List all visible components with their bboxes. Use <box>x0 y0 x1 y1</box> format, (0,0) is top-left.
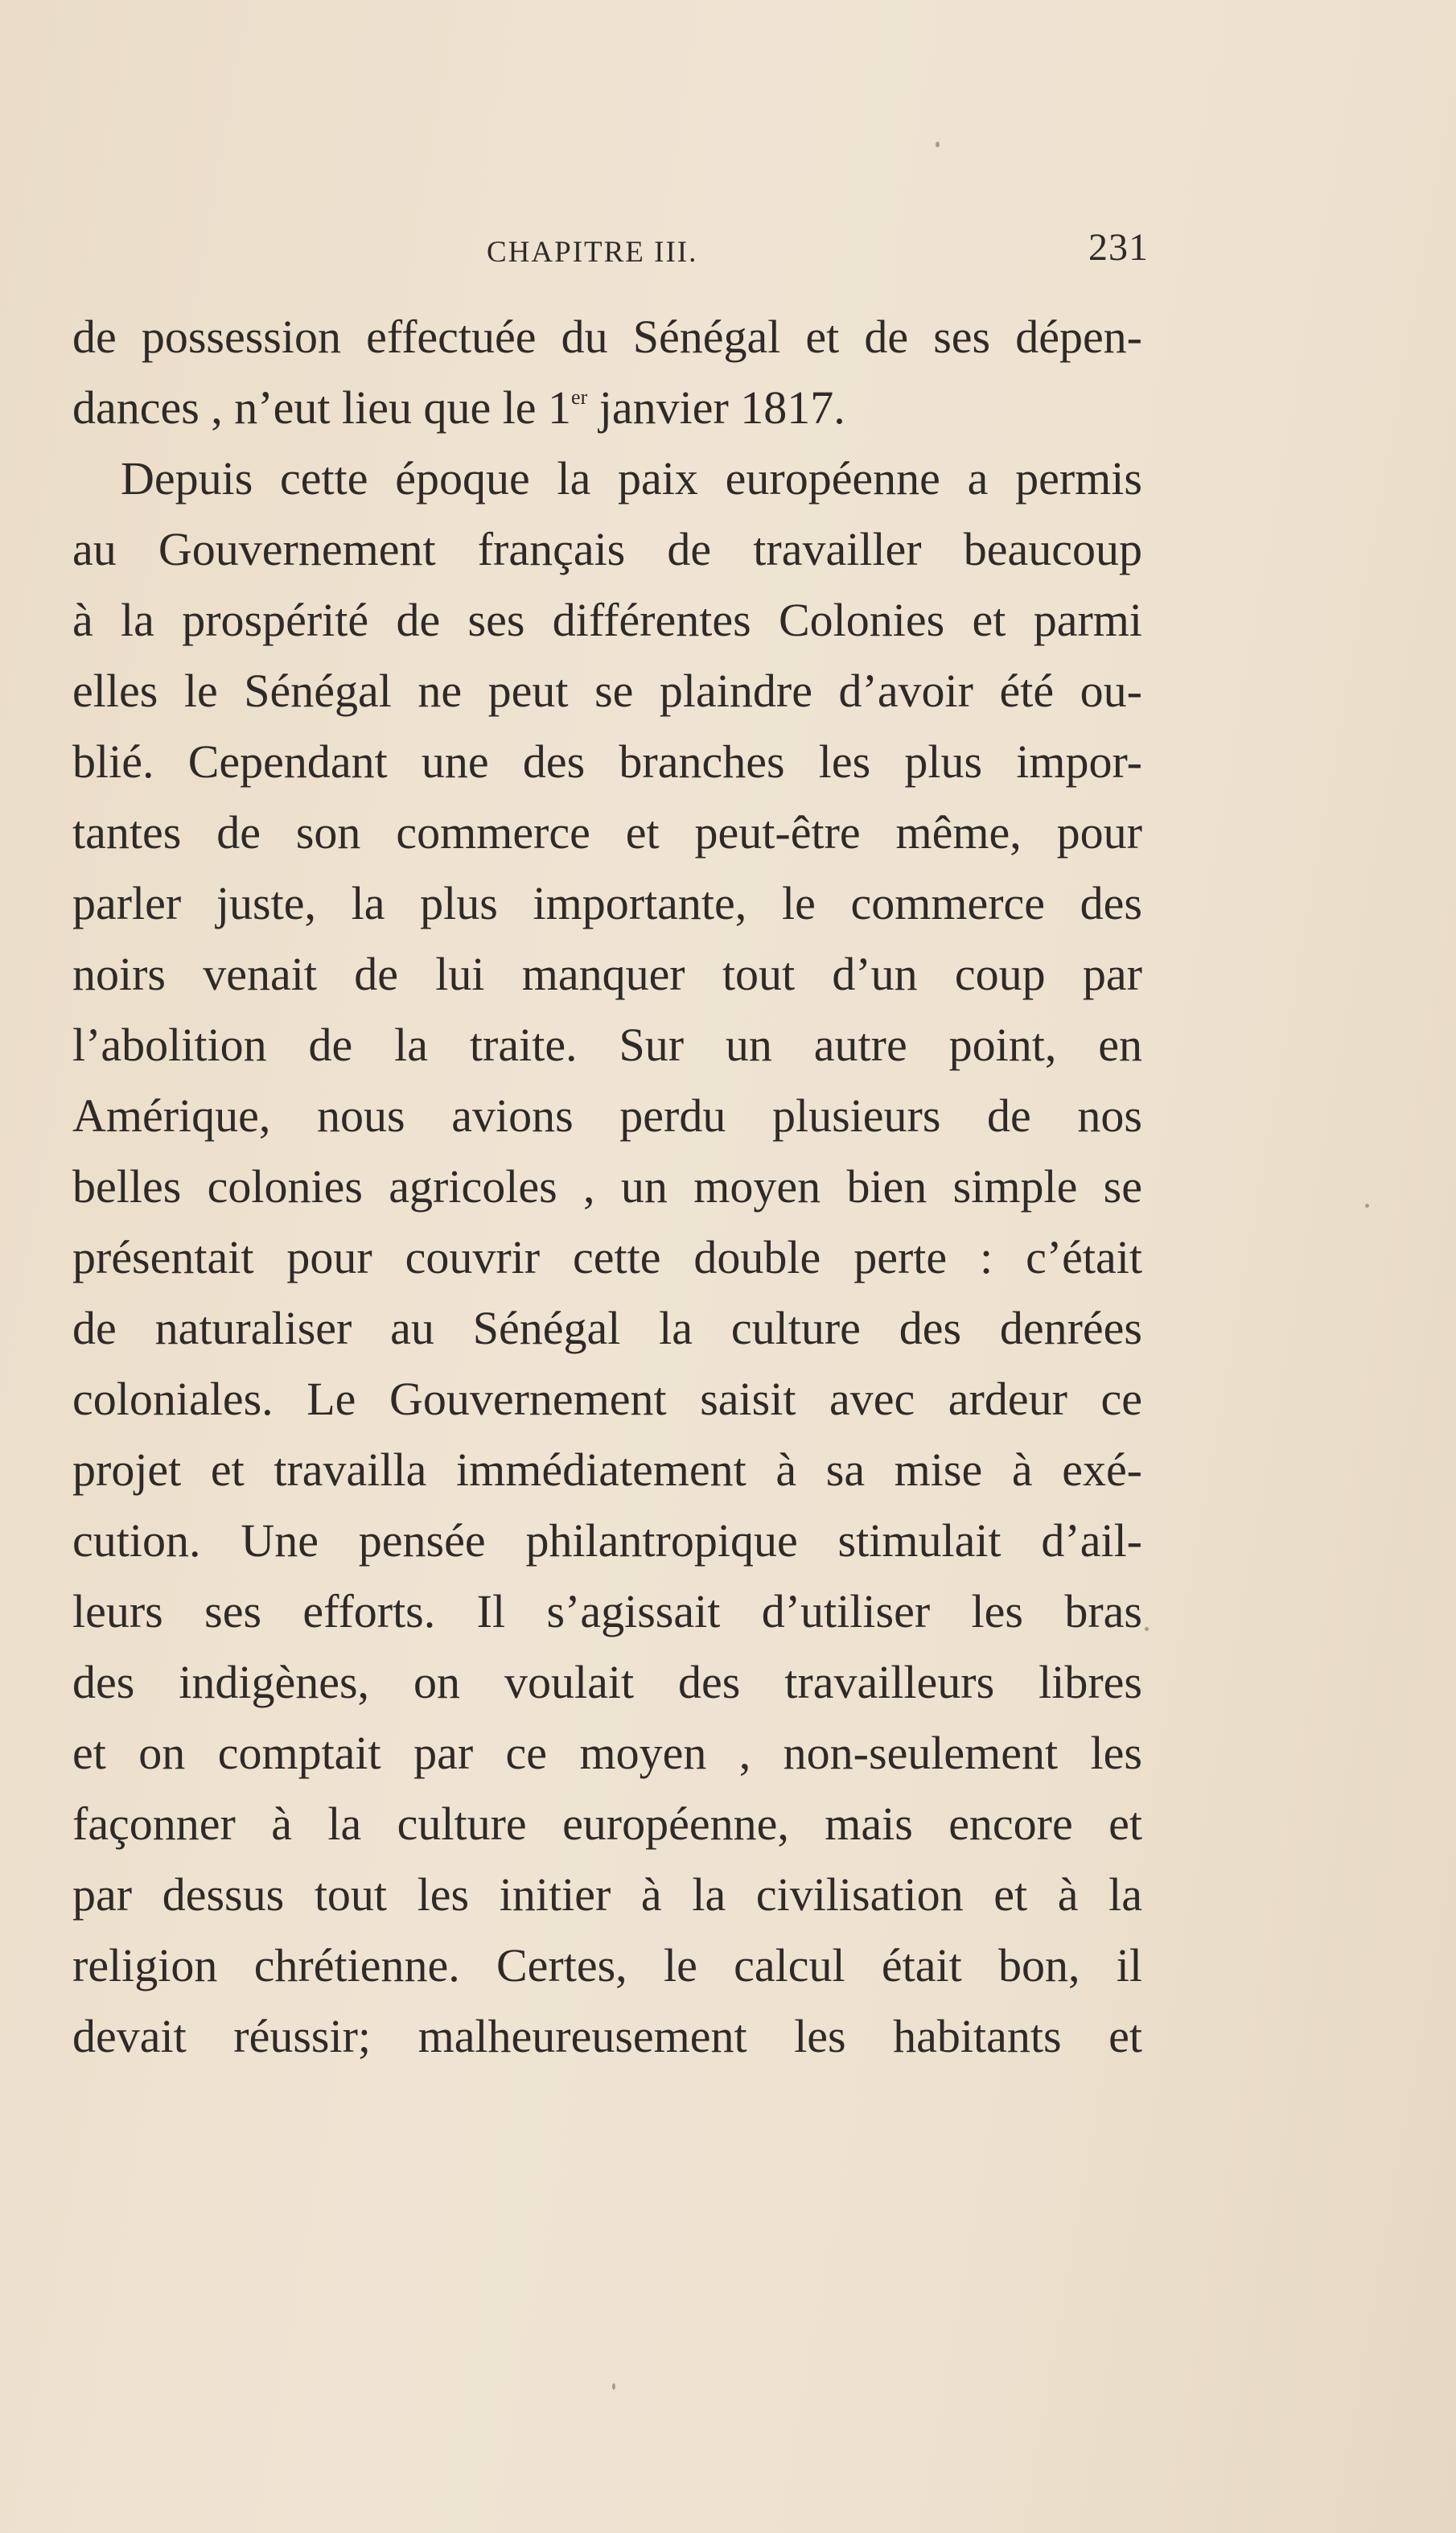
text-line-15: de naturaliser au Sénégal la culture des denrées <box>72 1302 1142 1354</box>
text-line-3: Depuis cette époque la paix européenne a permis <box>121 452 1142 505</box>
ordinal-superscript: er <box>571 385 588 409</box>
text-line-7: blié. Cependant une des branches les plus impor- <box>72 735 1142 788</box>
text-line-12: Amérique, nous avions perdu plusieurs de nos <box>72 1089 1142 1142</box>
text-line-23: par dessus tout les initier à la civilisation et à la <box>72 1868 1142 1921</box>
text-line-4: au Gouvernement français de travailler beaucoup <box>72 523 1142 575</box>
paper-speck <box>612 2383 615 2390</box>
text-line-11: l’abolition de la traite. Sur un autre point, en <box>72 1019 1142 1071</box>
text-line-17: projet et travailla immédiatement à sa mise à exé- <box>72 1444 1142 1496</box>
chapter-heading: CHAPITRE III. <box>487 236 698 269</box>
text-line-22: façonner à la culture européenne, mais encore et <box>72 1798 1142 1850</box>
text-line-24: religion chrétienne. Certes, le calcul était bon, il <box>72 1939 1142 1991</box>
text-line-21: et on comptait par ce moyen , non-seulement les <box>72 1727 1142 1779</box>
paper-speck <box>936 142 940 147</box>
text-line-8: tantes de son commerce et peut-être même, pour <box>72 806 1142 859</box>
text-line-2-part-a: dances , n’eut lieu que le 1 <box>72 381 572 434</box>
page-number: 231 <box>1088 226 1149 269</box>
text-line-18: cution. Une pensée philantropique stimulait d’ail- <box>72 1514 1142 1567</box>
text-line-14: présentait pour couvrir cette double perte : c’était <box>72 1231 1142 1283</box>
text-line-10: noirs venait de lui manquer tout d’un coup par <box>72 948 1142 1000</box>
text-line-19: leurs ses efforts. Il s’agissait d’utiliser les bras <box>72 1585 1142 1637</box>
body-text <box>72 302 1142 2072</box>
text-line-13: belles colonies agricoles , un moyen bien simple se <box>72 1160 1142 1213</box>
paper-speck <box>1365 1204 1369 1208</box>
text-line-9: parler juste, la plus importante, le commerce des <box>72 877 1142 929</box>
text-line-2 <box>72 373 1142 443</box>
text-line-16: coloniales. Le Gouvernement saisit avec ardeur ce <box>72 1373 1142 1425</box>
running-head <box>72 225 1149 282</box>
text-line-5: à la prospérité de ses différentes Colonies et parmi <box>72 594 1142 646</box>
paper-speck <box>1145 1627 1149 1631</box>
text-line-1: de possession effectuée du Sénégal et de ses dépen- <box>72 311 1142 363</box>
text-line-20: des indigènes, on voulait des travailleurs libres <box>72 1656 1142 1708</box>
text-line-6: elles le Sénégal ne peut se plaindre d’avoir été ou- <box>72 665 1142 717</box>
text-line-2-part-b: janvier 1817. <box>587 381 845 434</box>
text-line-25: devait réussir; malheureusement les habitants et <box>72 2010 1142 2062</box>
